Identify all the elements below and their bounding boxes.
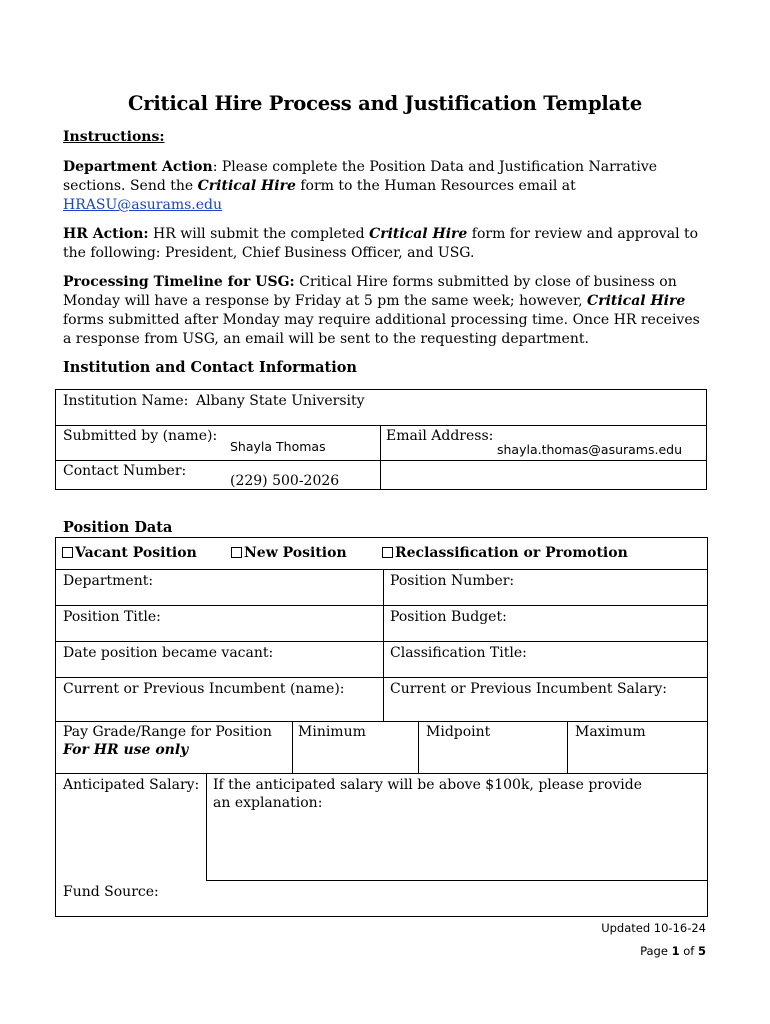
salary-explanation-label: If the anticipated salary will be above $100k, please provide an explanation: bbox=[213, 777, 643, 811]
contact-number-field[interactable]: (229) 500-2026 bbox=[230, 473, 340, 489]
timeline-text-2: forms submitted after Monday may require additional processing time. Once HR receives a response from USG, an email will be sent to the requesting department. bbox=[63, 312, 700, 347]
new-position-option[interactable] bbox=[231, 544, 347, 562]
position-section-heading: Position Data bbox=[63, 519, 173, 536]
maximum-label: Maximum bbox=[575, 724, 646, 740]
reclassification-option[interactable] bbox=[382, 544, 628, 562]
classification-title-label: Classification Title: bbox=[390, 645, 527, 661]
submitted-by-label: Submitted by (name): bbox=[63, 428, 218, 444]
department-label: Department: bbox=[63, 573, 154, 589]
timeline-label: Processing Timeline for USG: bbox=[63, 274, 295, 290]
timeline-emphasis: Critical Hire bbox=[587, 293, 686, 309]
incumbent-name-label: Current or Previous Incumbent (name): bbox=[63, 681, 345, 697]
hr-action-text-2: form for review and approval to the following: President, Chief Business Officer, and USG. bbox=[63, 226, 699, 261]
new-position-label: New Position bbox=[244, 545, 347, 561]
department-action-text-1: : Please complete the Position Data and Justification Narrative sections. Send the bbox=[63, 159, 658, 194]
instructions-heading: Instructions: bbox=[63, 129, 165, 145]
reclassification-label: Reclassification or Promotion bbox=[395, 545, 628, 561]
position-number-label: Position Number: bbox=[390, 573, 515, 589]
hr-action-emphasis: Critical Hire bbox=[369, 226, 468, 242]
vacant-position-checkbox[interactable] bbox=[62, 547, 73, 558]
incumbent-salary-label: Current or Previous Incumbent Salary: bbox=[390, 681, 668, 697]
pay-grade-label: Pay Grade/Range for Position bbox=[63, 724, 272, 740]
department-action-label: Department Action bbox=[63, 159, 213, 175]
institution-table bbox=[55, 389, 707, 490]
institution-section-heading: Institution and Contact Information bbox=[63, 359, 357, 376]
department-action-text-2: form to the Human Resources email at bbox=[295, 178, 576, 194]
email-address-field[interactable]: shayla.thomas@asurams.edu bbox=[497, 442, 683, 457]
department-action-emphasis: Critical Hire bbox=[197, 178, 296, 194]
hr-action-label: HR Action: bbox=[63, 226, 149, 242]
page-title: Critical Hire Process and Justification Template bbox=[127, 92, 643, 115]
midpoint-label: Midpoint bbox=[426, 724, 491, 740]
institution-name-label: Institution Name: bbox=[63, 393, 189, 409]
institution-name-value[interactable]: Albany State University bbox=[196, 393, 365, 409]
submitted-by-field[interactable]: Shayla Thomas bbox=[230, 439, 326, 454]
minimum-label: Minimum bbox=[298, 724, 366, 740]
page-total: 5 bbox=[697, 944, 706, 958]
anticipated-salary-label: Anticipated Salary: bbox=[63, 777, 200, 793]
updated-date: Updated 10-16-24 bbox=[601, 921, 706, 935]
hr-email-link[interactable]: HRASU@asurams.edu bbox=[63, 197, 223, 213]
email-address-label: Email Address: bbox=[386, 428, 494, 444]
hr-action-paragraph bbox=[63, 225, 703, 263]
page-of: of bbox=[679, 944, 698, 958]
page-number: 1 bbox=[671, 944, 680, 958]
timeline-paragraph bbox=[63, 273, 703, 349]
hr-use-only-label: For HR use only bbox=[63, 742, 189, 758]
vacant-position-option[interactable] bbox=[62, 544, 197, 562]
reclassification-checkbox[interactable] bbox=[382, 547, 393, 558]
page-indicator bbox=[640, 944, 706, 958]
position-budget-label: Position Budget: bbox=[390, 609, 507, 625]
fund-source-label: Fund Source: bbox=[63, 884, 159, 900]
hr-action-text-1: HR will submit the completed bbox=[148, 226, 370, 242]
position-table bbox=[55, 537, 708, 917]
timeline-text-1: Critical Hire forms submitted by close of business on Monday will have a response by Friday at 5 pm the same week; however, bbox=[63, 274, 677, 309]
contact-number-label: Contact Number: bbox=[63, 463, 187, 479]
page-prefix: Page bbox=[640, 944, 672, 958]
vacant-position-label: Vacant Position bbox=[75, 545, 197, 561]
position-title-label: Position Title: bbox=[63, 609, 161, 625]
department-action-paragraph bbox=[63, 158, 703, 215]
date-vacant-label: Date position became vacant: bbox=[63, 645, 274, 661]
new-position-checkbox[interactable] bbox=[231, 547, 242, 558]
